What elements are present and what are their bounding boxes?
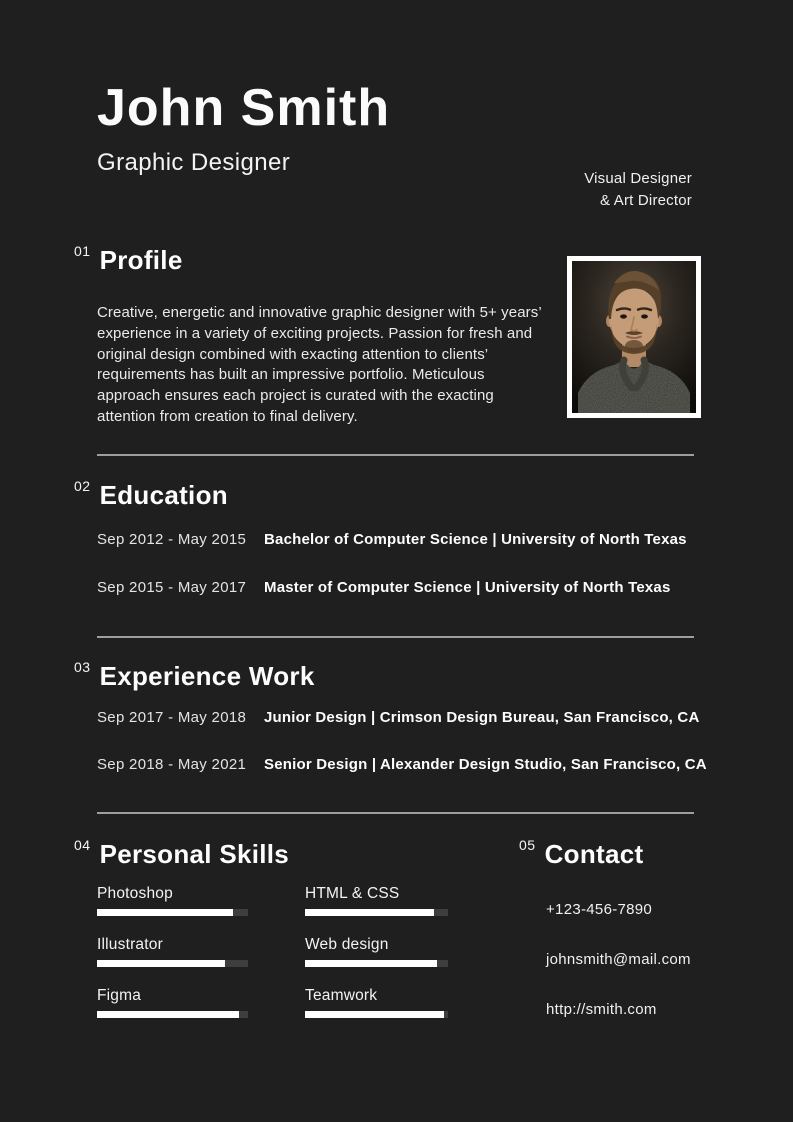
row-dates: Sep 2018 - May 2021 (97, 756, 247, 773)
contact-list (546, 900, 691, 1050)
profile-section-title: Profile (99, 245, 183, 275)
profile-photo (567, 256, 701, 418)
skills-column-left (97, 884, 248, 1037)
skill-item (97, 986, 248, 1018)
name-heading: John Smith (97, 79, 391, 137)
experience-section-title: Experience Work (99, 661, 315, 691)
skill-bar (97, 1011, 248, 1018)
education-section-number: 02 (74, 478, 91, 494)
profile-section-number: 01 (74, 243, 91, 259)
row-description: Master of Computer Science | University of North Texas (264, 579, 671, 596)
education-row (97, 578, 670, 597)
skills-column-right (305, 884, 448, 1037)
skill-bar (305, 960, 448, 967)
skill-bar-fill (97, 1011, 239, 1018)
skill-item (305, 986, 448, 1018)
skill-label: Figma (97, 987, 142, 1004)
skill-bar (305, 1011, 448, 1018)
skill-bar-fill (97, 909, 233, 916)
section-divider (97, 636, 694, 638)
skill-item (97, 884, 248, 916)
row-description: Junior Design | Crimson Design Bureau, San Francisco, CA (264, 709, 700, 726)
skill-bar (97, 960, 248, 967)
skill-label: Teamwork (305, 987, 378, 1004)
row-dates: Sep 2017 - May 2018 (97, 709, 247, 726)
section-divider (97, 454, 694, 456)
experience-section-number: 03 (74, 659, 91, 675)
contact-phone: +123-456-7890 (546, 901, 653, 918)
experience-row (97, 755, 707, 774)
education-section-title: Education (99, 480, 228, 510)
tagline (584, 168, 692, 211)
skills-section-number: 04 (74, 837, 91, 853)
skill-label: Photoshop (97, 885, 173, 902)
contact-section-number: 05 (519, 837, 536, 853)
skill-bar-fill (305, 909, 434, 916)
section-divider (97, 812, 694, 814)
contact-email: johnsmith@mail.com (546, 951, 691, 968)
experience-section-heading (74, 658, 315, 689)
row-description: Senior Design | Alexander Design Studio, San Francisco, CA (264, 756, 707, 773)
contact-section-title: Contact (544, 839, 644, 869)
experience-row (97, 708, 700, 727)
skills-section-title: Personal Skills (99, 839, 290, 869)
skill-bar-fill (305, 960, 437, 967)
profile-summary: Creative, energetic and innovative graphic designer with 5+ years’ experience in a variety of exciting projects. Passion for fresh and original design combined with exacting attention to clients’ requirements has built an impressive portfolio. Meticulous approach ensures each project is curated with the exacting attention from creation to final delivery. (97, 304, 542, 425)
education-row (97, 530, 687, 549)
skill-item (305, 935, 448, 967)
job-title: Graphic Designer (97, 149, 291, 176)
profile-section-heading (74, 242, 183, 273)
skill-item (97, 935, 248, 967)
contact-website: http://smith.com (546, 1001, 657, 1018)
skill-bar-fill (305, 1011, 444, 1018)
row-dates: Sep 2012 - May 2015 (97, 531, 247, 548)
row-description: Bachelor of Computer Science | University of North Texas (264, 531, 687, 548)
portrait-illustration (572, 261, 696, 413)
skill-label: Illustrator (97, 936, 163, 953)
skill-bar-fill (97, 960, 225, 967)
skill-label: Web design (305, 936, 389, 953)
skill-label: HTML & CSS (305, 885, 400, 902)
contact-section-heading (519, 836, 643, 867)
skills-section-heading (74, 836, 289, 867)
row-dates: Sep 2015 - May 2017 (97, 579, 247, 596)
education-section-heading (74, 477, 228, 508)
skill-bar (97, 909, 248, 916)
skill-bar (305, 909, 448, 916)
skill-item (305, 884, 448, 916)
tagline-line-2: & Art Director (600, 191, 692, 209)
tagline-line-1: Visual Designer (584, 170, 692, 187)
